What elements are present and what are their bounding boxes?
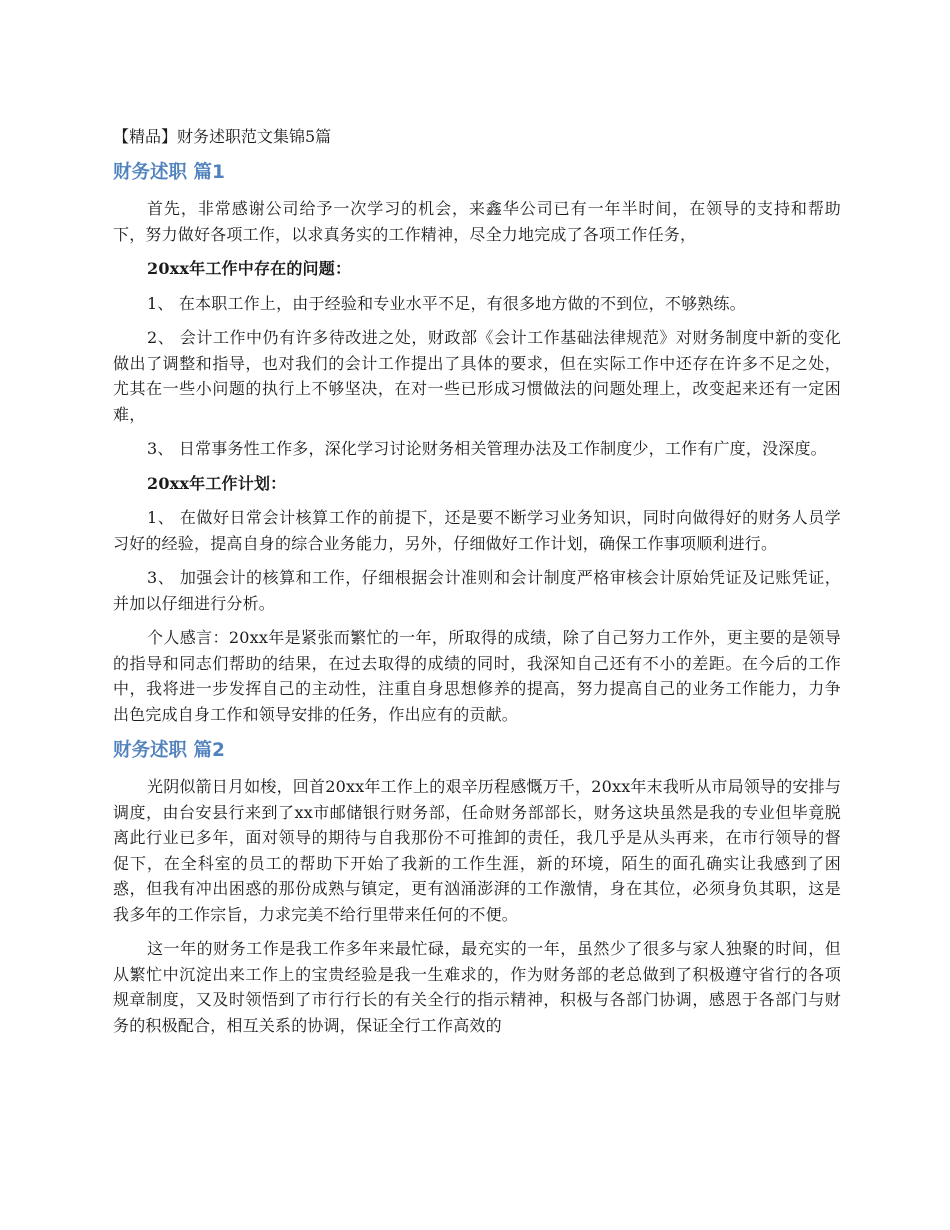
section-1-paragraph-7: 1、 在做好日常会计核算工作的前提下，还是要不断学习业务知识，同时向做得好的财务人员学习好的经验，提高自身的综合业务能力，另外，仔细做好工作计划，确保工作事项顺利进行。: [113, 508, 841, 553]
section-1-subheading-problems: 20xx年工作中存在的问题：: [147, 259, 352, 278]
section-1-paragraph-5: 3、 日常事务性工作多，深化学习讨论财务相关管理办法及工作制度少，工作有广度，没深度。: [147, 439, 827, 458]
section-2-paragraph-2: 这一年的财务工作是我工作多年来最忙碌，最充实的一年，虽然少了很多与家人独聚的时间，但从繁忙中沉淀出来工作上的宝贵经验是我一生难求的，作为财务部的老总做到了积极遵守省行的各项规章制度，又及时领悟到了市行行长的有关全行的指示精神，积极与各部门协调，感恩于各部门与财务的积极配合，相互关系的协调，保证全行工作高效的: [113, 939, 841, 1035]
section-2-paragraph-1: 光阴似箭日月如梭，回首20xx年工作上的艰辛历程感慨万千，20xx年末我听从市局领导的安排与调度，由台安县行来到了xx市邮储银行财务部，任命财务部部长，财务这块虽然是我的专业但毕竟脱离此行业已多年，面对领导的期待与自我那份不可推卸的责任，我几乎是从头再来，在市行领导的督促下，在全科室的员工的帮助下开始了我新的工作生涯，新的环境，陌生的面孔确实让我感到了困惑，但我有冲出困惑的那份成熟与镇定，更有汹涌澎湃的工作激情，身在其位，必须身负其职，这是我多年的工作宗旨，力求完美不给行里带来任何的不便。: [113, 777, 842, 924]
section-1-subheading-plan: 20xx年工作计划：: [147, 473, 287, 493]
section-1-paragraph-2: [113, 256, 841, 282]
section-1-paragraph-3: 1、 在本职工作上，由于经验和专业水平不足，有很多地方做的不到位，不够熟练。: [147, 293, 746, 313]
document-title: 【精品】财务述职范文集锦5篇: [113, 127, 332, 146]
section-1-paragraph-4: 2、 会计工作中仍有许多待改进之处，财政部《会计工作基础法律规范》对财务制度中新的变化做出了调整和指导，也对我们的会计工作提出了具体的要求，但在实际工作中还存在许多不足之处，尤其在一些小问题的执行上不够坚决，在对一些已形成习惯做法的问题处理上，改变起来还有一定困难，: [113, 328, 841, 424]
section-heading-2: 财务述职 篇2: [113, 740, 225, 761]
document-page: [113, 124, 841, 1047]
section-1-paragraph-8: 3、 加强会计的核算和工作，仔细根据会计准则和会计制度严格审核会计原始凭证及记账凭证，并加以仔细进行分析。: [113, 568, 841, 613]
section-1-paragraph-6: [113, 471, 841, 497]
section-1-paragraph-9: 个人感言：20xx年是紧张而繁忙的一年，所取得的成绩，除了自己努力工作外，更主要的是领导的指导和同志们帮助的结果，在过去取得的成绩的同时，我深知自己还有不小的差距。在今后的工作中，我将进一步发挥自己的主动性，注重自身思想修养的提高，努力提高自己的业务工作能力，力争出色完成自身工作和领导安排的任务，作出应有的贡献。: [113, 628, 841, 724]
section-1-paragraph-1: 首先，非常感谢公司给予一次学习的机会，来鑫华公司已有一年半时间，在领导的支持和帮助下，努力做好各项工作，以求真务实的工作精神，尽全力地完成了各项工作任务，: [113, 199, 841, 244]
section-heading-1: 财务述职 篇1: [113, 162, 225, 183]
